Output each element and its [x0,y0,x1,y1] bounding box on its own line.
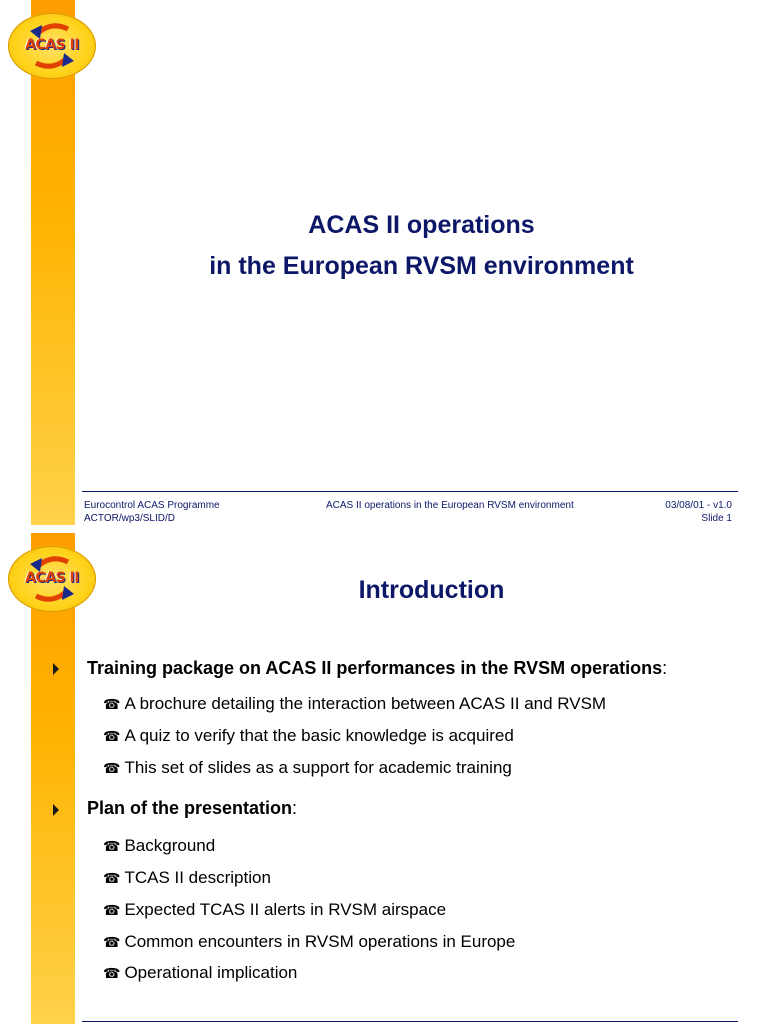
slide-gap [0,525,768,533]
list-item [103,868,271,888]
logo-text: ACAS II [25,570,79,586]
list-item-text: Expected TCAS II alerts in RVSM airspace [124,900,447,919]
telephone-icon: ☎ [103,903,121,919]
list-item [103,758,512,778]
section-heading-suffix: : [662,658,668,678]
list-item [103,963,297,983]
section-heading [87,658,667,679]
arrow-right-icon [53,804,59,816]
list-item [103,726,514,746]
list-item [103,932,515,952]
slide-title [95,205,748,287]
footer-program: Eurocontrol ACAS Programme [84,500,220,511]
list-item-text: A brochure detailing the interaction between ACAS II and RVSM [124,694,607,713]
section-heading-suffix: : [292,798,298,818]
arrow-right-icon [53,663,59,675]
footer-reference: ACTOR/wp3/SLID/D [84,513,175,524]
logo-text: ACAS II [25,37,79,53]
list-item-text: A quiz to verify that the basic knowledge is acquired [124,726,514,745]
title-line-2: in the European RVSM environment [209,252,634,280]
list-item-text: TCAS II description [124,868,271,887]
footer-left [84,499,220,525]
section-heading-text: Training package on ACAS II performances in the RVSM operations [87,658,663,678]
list-item [103,694,606,714]
list-item-text: Operational implication [124,963,298,982]
list-item-text: Common encounters in RVSM operations in Europe [124,932,516,951]
telephone-icon: ☎ [103,761,121,777]
footer-rule [82,491,738,492]
footer-center: ACAS II operations in the European RVSM environment [326,500,574,511]
acas-logo [8,13,96,79]
telephone-icon: ☎ [103,839,121,855]
telephone-icon: ☎ [103,966,121,982]
telephone-icon: ☎ [103,871,121,887]
telephone-icon: ☎ [103,935,121,951]
slide-title: Introduction [358,576,505,604]
list-item-text: Background [124,836,216,855]
acas-logo [8,546,96,612]
list-item-text: This set of slides as a support for academic training [124,758,512,777]
section-heading [87,798,297,819]
telephone-icon: ☎ [103,697,121,713]
telephone-icon: ☎ [103,729,121,745]
list-item [103,900,446,920]
footer-slide-number: Slide 1 [701,513,732,524]
footer-version: 03/08/01 - v1.0 [665,500,732,511]
slide-2 [0,533,768,1024]
title-line-1: ACAS II operations [308,211,535,239]
list-item [103,836,215,856]
footer-rule [82,1021,738,1022]
section-heading-text: Plan of the presentation [87,798,293,818]
footer-right [665,499,732,525]
